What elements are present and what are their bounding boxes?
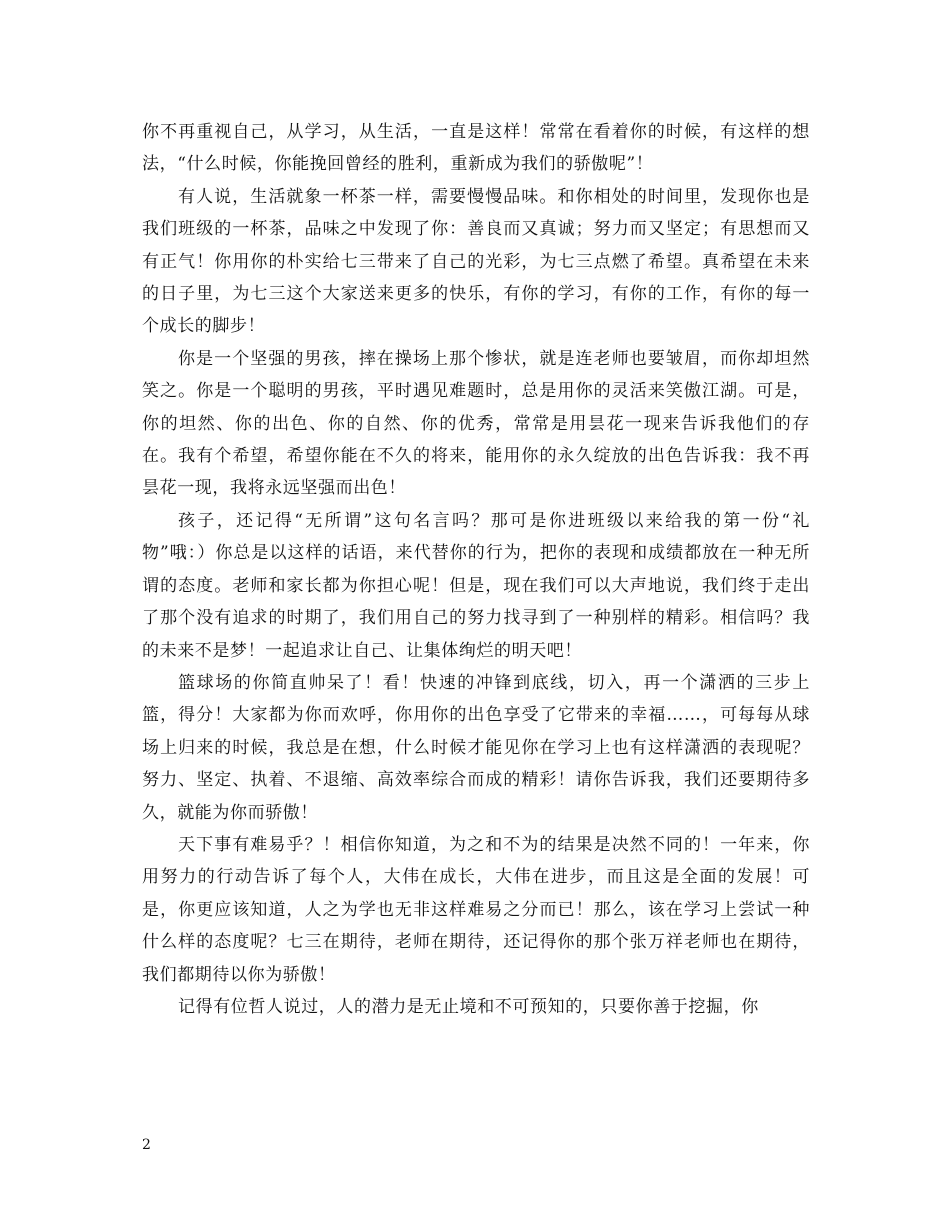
paragraph-3: 你是一个坚强的男孩，摔在操场上那个惨状，就是连老师也要皱眉，而你却坦然笑之。你是一个聪明的男孩，平时遇见难题时，总是用你的灵活来笑傲江湖。可是，你的坦然、你的出色、你的自然、你的优秀，常常是用昙花一现来告诉我他们的存在。我有个希望，希望你能在不久的将来，能用你的永久绽放的出色告诉我：我不再昙花一现，我将永远坚强而出色！ <box>142 348 810 499</box>
paragraph-4: 孩子，还记得“无所谓”这句名言吗？那可是你进班级以来给我的第一份“礼物”哦：）你总是以这样的话语，来代替你的行为，把你的表现和成绩都放在一种无所谓的态度。老师和家长都为你担心呢！但是，现在我们可以大声地说，我们终于走出了那个没有追求的时期了，我们用自己的努力找寻到了一种别样的精彩。相信吗？我的未来不是梦！一起追求让自己、让集体绚烂的明天吧！ <box>142 510 810 661</box>
paragraph-7: 记得有位哲人说过，人的潜力是无止境和不可预知的，只要你善于挖掘，你 <box>178 996 759 1017</box>
paragraph-6: 天下事有难易乎？！相信你知道，为之和不为的结果是决然不同的！一年来，你用努力的行动告诉了每个人，大伟在成长，大伟在进步，而且这是全面的发展！可是，你更应该知道，人之为学也无非这样难易之分而已！那么，该在学习上尝试一种什么样的态度呢？七三在期待，老师在期待，还记得你的那个张万祥老师也在期待，我们都期待以你为骄傲！ <box>142 834 810 985</box>
document-body <box>142 116 810 1023</box>
paragraph-1: 你不再重视自己，从学习，从生活，一直是这样！常常在看着你的时候，有这样的想法，“什么时候，你能挽回曾经的胜利，重新成为我们的骄傲呢”！ <box>142 122 810 175</box>
paragraph-2: 有人说，生活就象一杯茶一样，需要慢慢品味。和你相处的时间里，发现你也是我们班级的一杯茶，品味之中发现了你：善良而又真诚；努力而又坚定；有思想而又有正气！你用你的朴实给七三带来了自己的光彩，为七三点燃了希望。真希望在未来的日子里，为七三这个大家送来更多的快乐，有你的学习，有你的工作，有你的每一个成长的脚步！ <box>142 186 810 337</box>
paragraph-5: 篮球场的你简直帅呆了！看！快速的冲锋到底线，切入，再一个潇洒的三步上篮，得分！大家都为你而欢呼，你用你的出色享受了它带来的幸福……，可每每从球场上归来的时候，我总是在想，什么时候才能见你在学习上也有这样潇洒的表现呢？努力、坚定、执着、不退缩、高效率综合而成的精彩！请你告诉我，我们还要期待多久，就能为你而骄傲！ <box>142 672 810 823</box>
page-number: 2 <box>142 1137 151 1153</box>
